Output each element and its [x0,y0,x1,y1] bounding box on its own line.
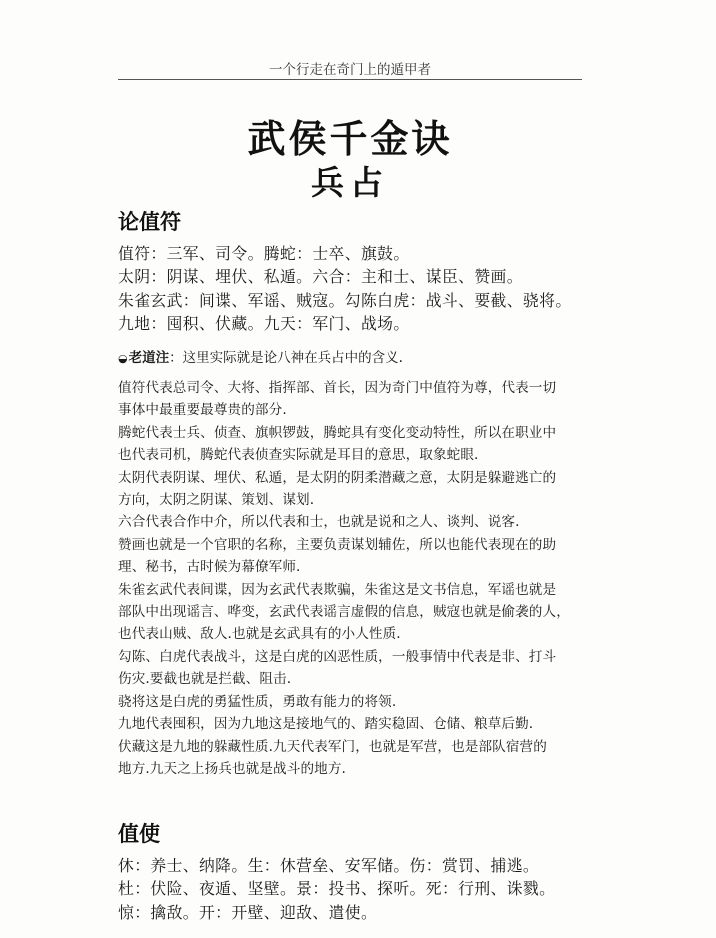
commentary-line: 伏藏这是九地的躲藏性质.九天代表军门，也就是军营，也是部队宿营的 [118,738,547,755]
commentary-line: 事体中最重要最尊贵的部分. [118,402,287,419]
verse-line: 值符：三军、司令。腾蛇：士卒、旗鼓。 [118,244,410,263]
verse-block-zhifu [118,242,598,335]
section-heading-zhifu: 论值符 [118,209,181,234]
commentary-line: 六合代表合作中介，所以代表和士，也就是说和之人、谈判、说客. [118,514,520,531]
commentary-block [118,377,598,780]
commentary-line: 方向，太阴之阴谋、策划、谋划. [118,492,315,509]
commentary-line: 腾蛇代表士兵、侦查、旗帜锣鼓，腾蛇具有变化变动特性，所以在职业中 [118,424,557,441]
commentary-line: 地方.九天之上扬兵也就是战斗的地方. [118,760,346,777]
note-label: 老道注 [128,350,170,366]
commentary-line: 赞画也就是一个官职的名称，主要负责谋划辅佐，所以也能代表现在的助 [118,536,557,553]
commentary-line: 朱雀玄武代表间谍，因为玄武代表欺骗，朱雀这是文书信息，军谣也就是 [118,581,557,598]
section-heading-zhishi: 值使 [118,821,160,846]
commentary-line: 勾陈、白虎代表战斗，这是白虎的凶恶性质，一般事情中代表是非、打斗 [118,648,557,665]
verse-line: 朱雀玄武：间谍、军谣、贼寇。勾陈白虎：战斗、要截、骁将。 [118,290,572,310]
verse-block-zhishi [118,854,598,924]
note-text: ：这里实际就是论八神在兵占中的含义. [169,350,403,366]
verse-line: 惊：擒敌。开：开壁、迎敌、遣使。 [118,902,378,922]
commentary-line: 也代表司机，腾蛇代表侦查实际就是耳目的意思，取象蛇眼. [118,447,479,464]
commentary-line: 也代表山贼、敌人.也就是玄武具有的小人性质. [118,626,401,643]
header-rule [118,79,582,80]
commentary-line: 九地代表囤积，因为九地这是接地气的、踏实稳固、仓储、粮草后勤. [118,716,534,733]
commentary-line: 理、秘书，古时候为幕僚军师. [118,559,301,576]
verse-line: 九地：囤积、伏藏。九天：军门、战场。 [118,313,410,333]
commentary-line: 伤灾.要截也就是拦截、阻击. [118,671,292,688]
commentary-line: 部队中出现谣言、哗变，玄武代表谣言虚假的信息，贼寇也就是偷袭的人， [118,604,570,621]
document-title: 武侯千金诀 [247,116,453,161]
annotation-note [118,346,403,366]
verse-line: 杜：伏险、夜遁、坚壁。景：投书、探听。死：行刑、诛戮。 [118,879,556,899]
verse-line: 休：养士、纳降。生：休营垒、安军储。伤：赏罚、捕逃。 [118,856,540,875]
commentary-line: 骁将这是白虎的勇猛性质，勇敢有能力的将领. [118,693,397,710]
note-marker-icon: ◒ [118,352,128,365]
commentary-line: 值符代表总司令、大将、指挥部、首长，因为奇门中值符为尊，代表一切 [118,380,557,396]
verse-line: 太阴：阴谋、埋伏、私遁。六合：主和士、谋臣、赞画。 [118,267,523,287]
running-header: 一个行走在奇门上的遁甲者 [269,62,431,78]
commentary-line: 太阴代表阴谋、埋伏、私遁，是太阴的阴柔潜藏之意，太阴是躲避逃亡的 [118,469,557,486]
document-subtitle: 兵占 [311,163,389,202]
